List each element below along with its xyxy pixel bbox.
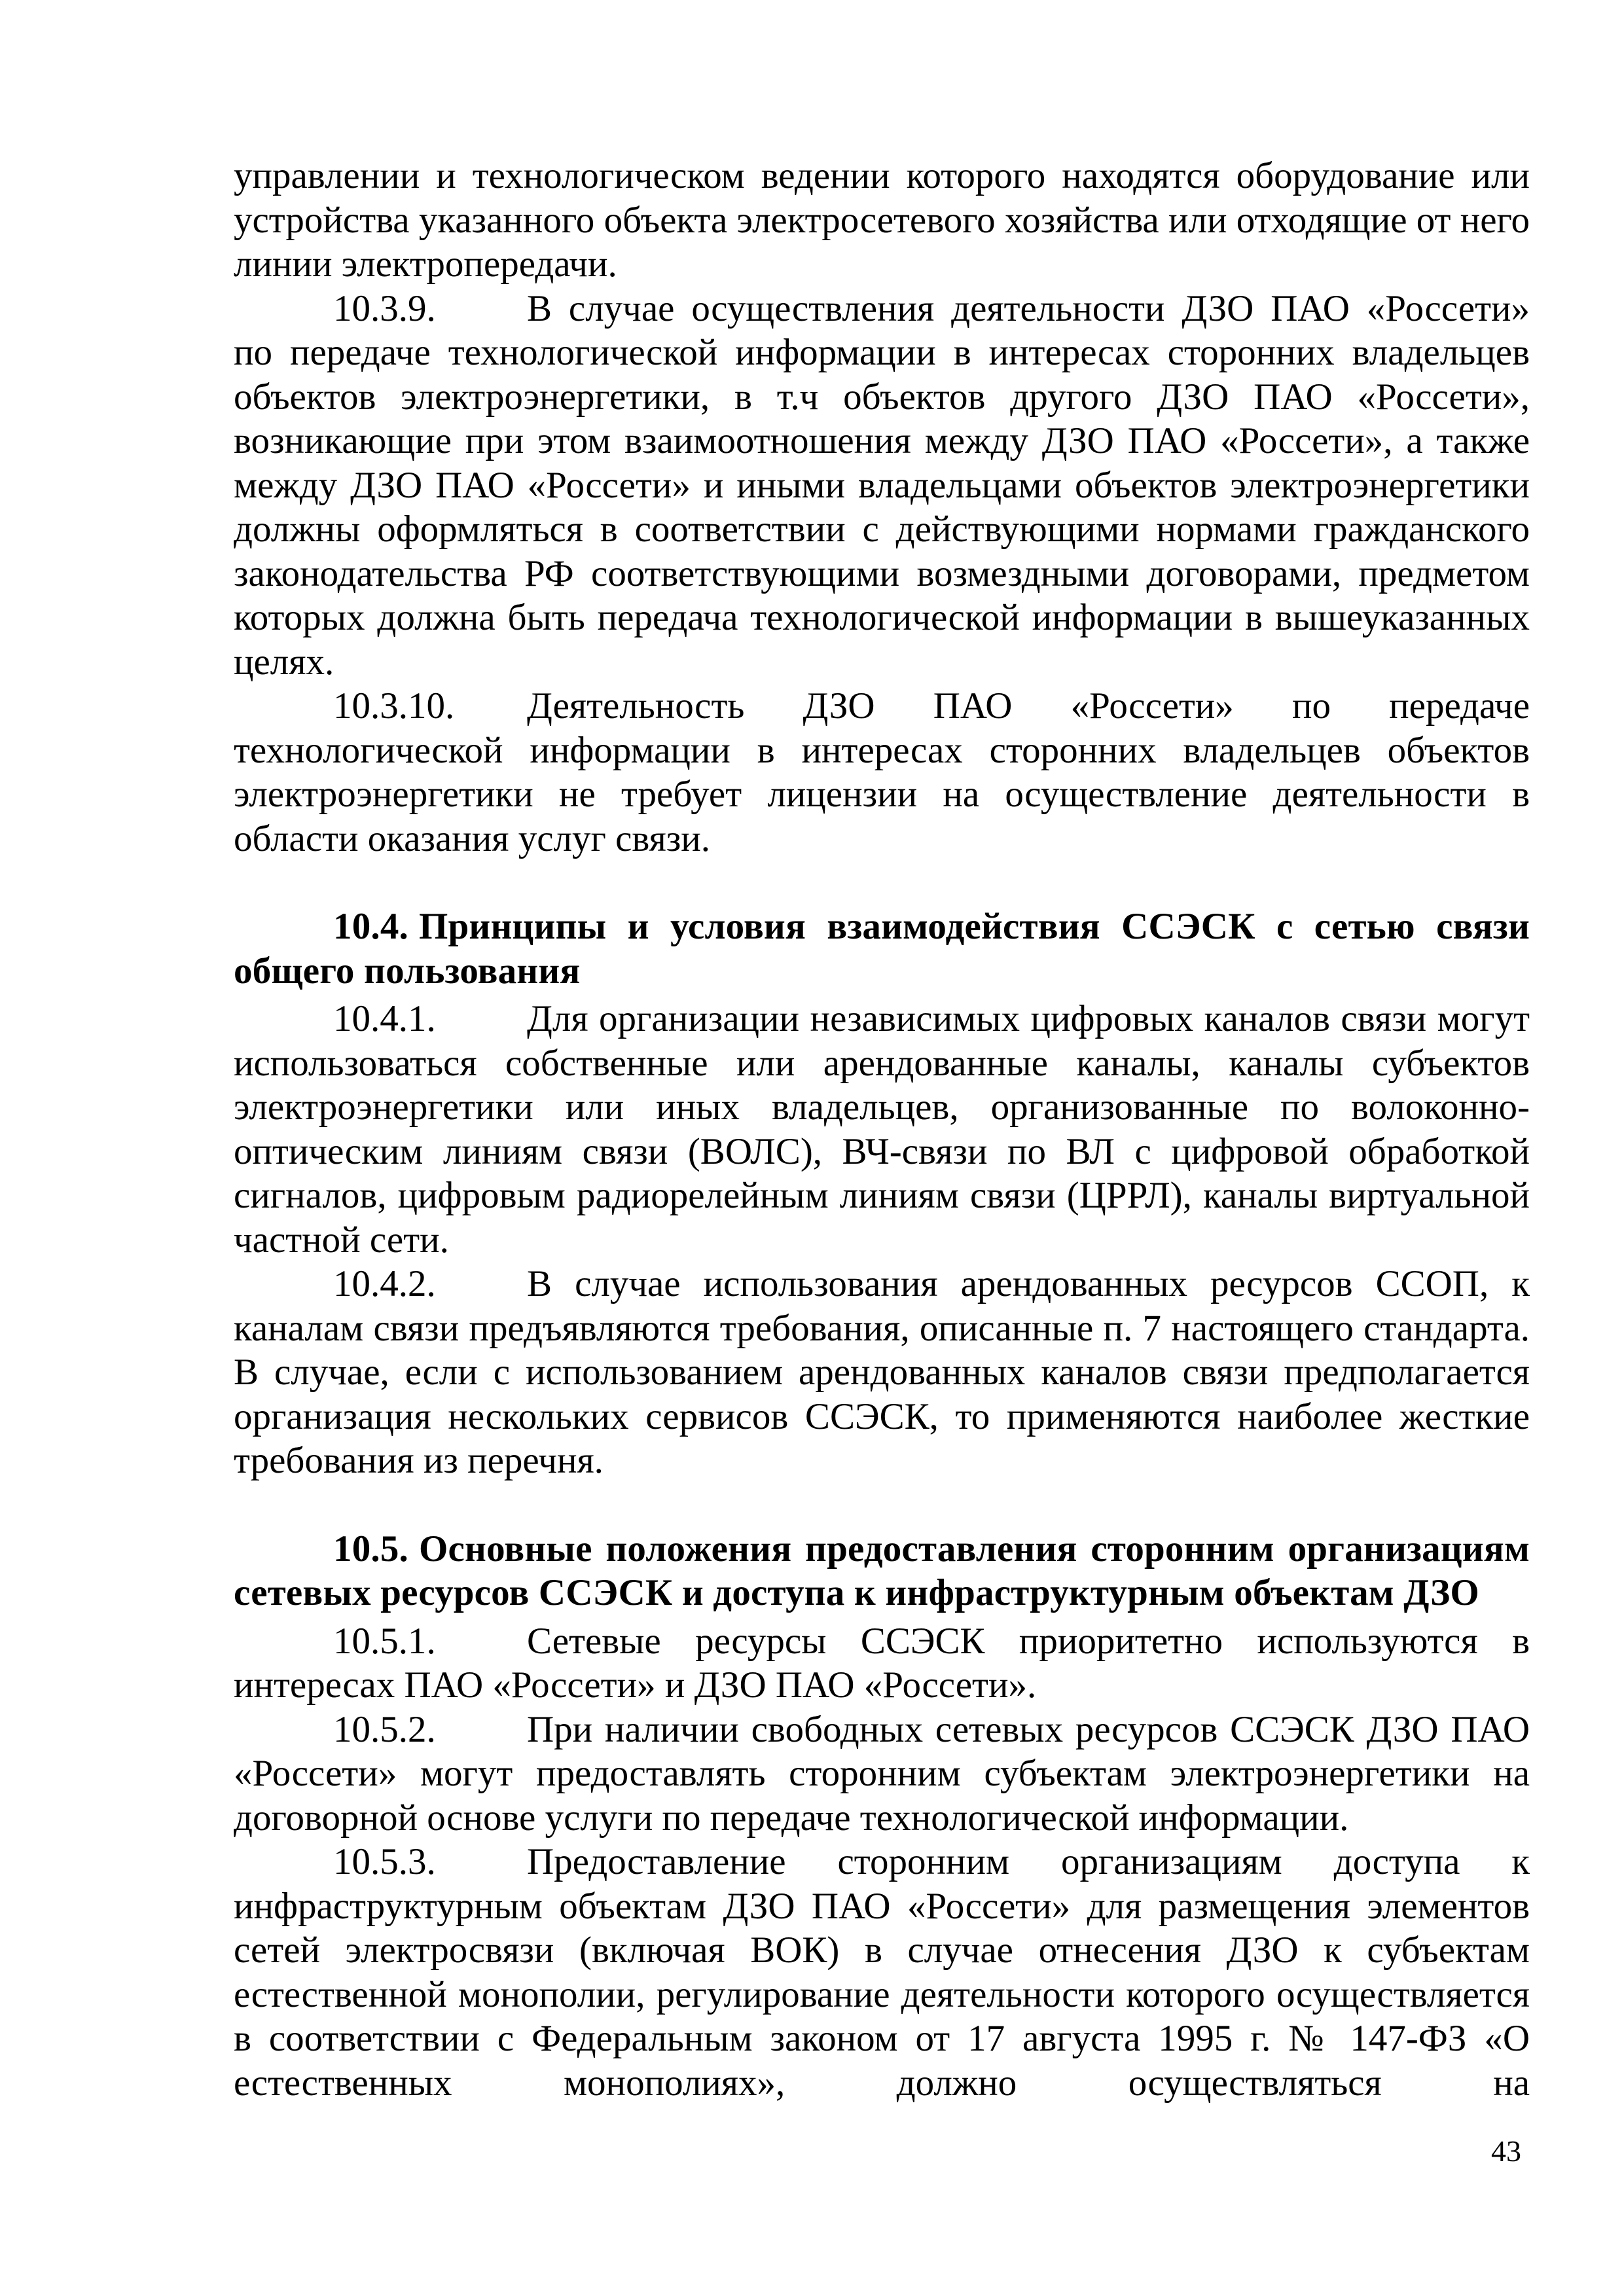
- section-number: 10.4.: [333, 906, 408, 947]
- paragraph-number: 10.5.3.: [333, 1841, 436, 1882]
- paragraph-text: При наличии свободных сетевых ресурсов ССЭСК ДЗО ПАО «Россети» могут предоставлять сторонним субъектам электроэнергетики на договорной основе услуги по передаче технологической информации.: [234, 1708, 1530, 1839]
- paragraph-text: Деятельность ДЗО ПАО «Россети» по передаче технологической информации в интересах сторонних владельцев объектов электроэнергетики не требует лицензии на осуществление деятельности в области оказания услуг связи.: [234, 685, 1530, 859]
- paragraph-number: 10.3.9.: [333, 287, 436, 329]
- section-title: Основные положения предоставления сторонним организациям сетевых ресурсов ССЭСК и доступа к инфраструктурным объектам ДЗО: [234, 1528, 1530, 1613]
- paragraph-text: В случае осуществления деятельности ДЗО ПАО «Россети» по передаче технологической информации в интересах сторонних владельцев объектов электроэнергетики, в т.ч объектов другого ДЗО ПАО «Россети», возникающие при этом взаимоотношения между ДЗО ПАО «Россети», а также между ДЗО ПАО «Россети» и иными владельцами объектов электроэнергетики должны оформляться в соответствии с действующими нормами гражданского законодательства РФ соответствующими возмездными договорами, предметом которых должна быть передача технологической информации в вышеуказанных целях.: [234, 287, 1530, 683]
- paragraph-10-5-1: [234, 1619, 1530, 1708]
- paragraph-number: 10.5.1.: [333, 1620, 436, 1662]
- paragraph-number: 10.3.10.: [333, 685, 455, 726]
- section-number: 10.5.: [333, 1528, 408, 1570]
- paragraph-10-3-9: [234, 287, 1530, 685]
- section-heading-10-4: [234, 905, 1530, 993]
- intro-paragraph: управлении и технологическом ведении которого находятся оборудование или устройства указанного объекта электросетевого хозяйства или отходящие от него линии электропередачи.: [234, 155, 1530, 285]
- paragraph-number: 10.4.1.: [333, 998, 436, 1039]
- paragraph-10-4-1: [234, 997, 1530, 1262]
- paragraph-10-5-2: [234, 1708, 1530, 1840]
- paragraph-text: В случае использования арендованных ресурсов ССОП, к каналам связи предъявляются требования, описанные п. 7 настоящего стандарта. В случае, если с использованием арендованных каналов связи предполагается организация нескольких сервисов ССЭСК, то применяются наиболее жесткие требования из перечня.: [234, 1263, 1530, 1481]
- section-title: Принципы и условия взаимодействия ССЭСК с сетью связи общего пользования: [234, 906, 1530, 992]
- paragraph-10-5-3: [234, 1840, 1530, 2105]
- paragraph-text: Предоставление сторонним организациям доступа к инфраструктурным объектам ДЗО ПАО «Россети» для размещения элементов сетей электросвязи (включая ВОК) в случае отнесения ДЗО к субъектам естественной монополии, регулирование деятельности которого осуществляется в соответствии с Федеральным законом от 17 августа 1995 г. № 147-ФЗ «О естественных монополиях», должно осуществляться на: [234, 1841, 1530, 2104]
- paragraph-number: 10.5.2.: [333, 1708, 436, 1750]
- paragraph-10-4-2: [234, 1262, 1530, 1483]
- paragraph-text: Для организации независимых цифровых каналов связи могут использоваться собственные или арендованные каналы, каналы субъектов электроэнергетики или иных владельцев, организованные по волоконно-оптическим линиям связи (ВОЛС), ВЧ-связи по ВЛ с цифровой обработкой сигналов, цифровым радиорелейным линиям связи (ЦРРЛ), каналы виртуальной частной сети.: [234, 998, 1530, 1261]
- paragraph-text: Сетевые ресурсы ССЭСК приоритетно используются в интересах ПАО «Россети» и ДЗО ПАО «Россети».: [234, 1620, 1530, 1706]
- page-number: 43: [1491, 2134, 1521, 2168]
- section-heading-10-5: [234, 1527, 1530, 1615]
- paragraph-10-3-10: [234, 684, 1530, 861]
- paragraph-number: 10.4.2.: [333, 1263, 436, 1304]
- page-body: [234, 154, 1530, 2105]
